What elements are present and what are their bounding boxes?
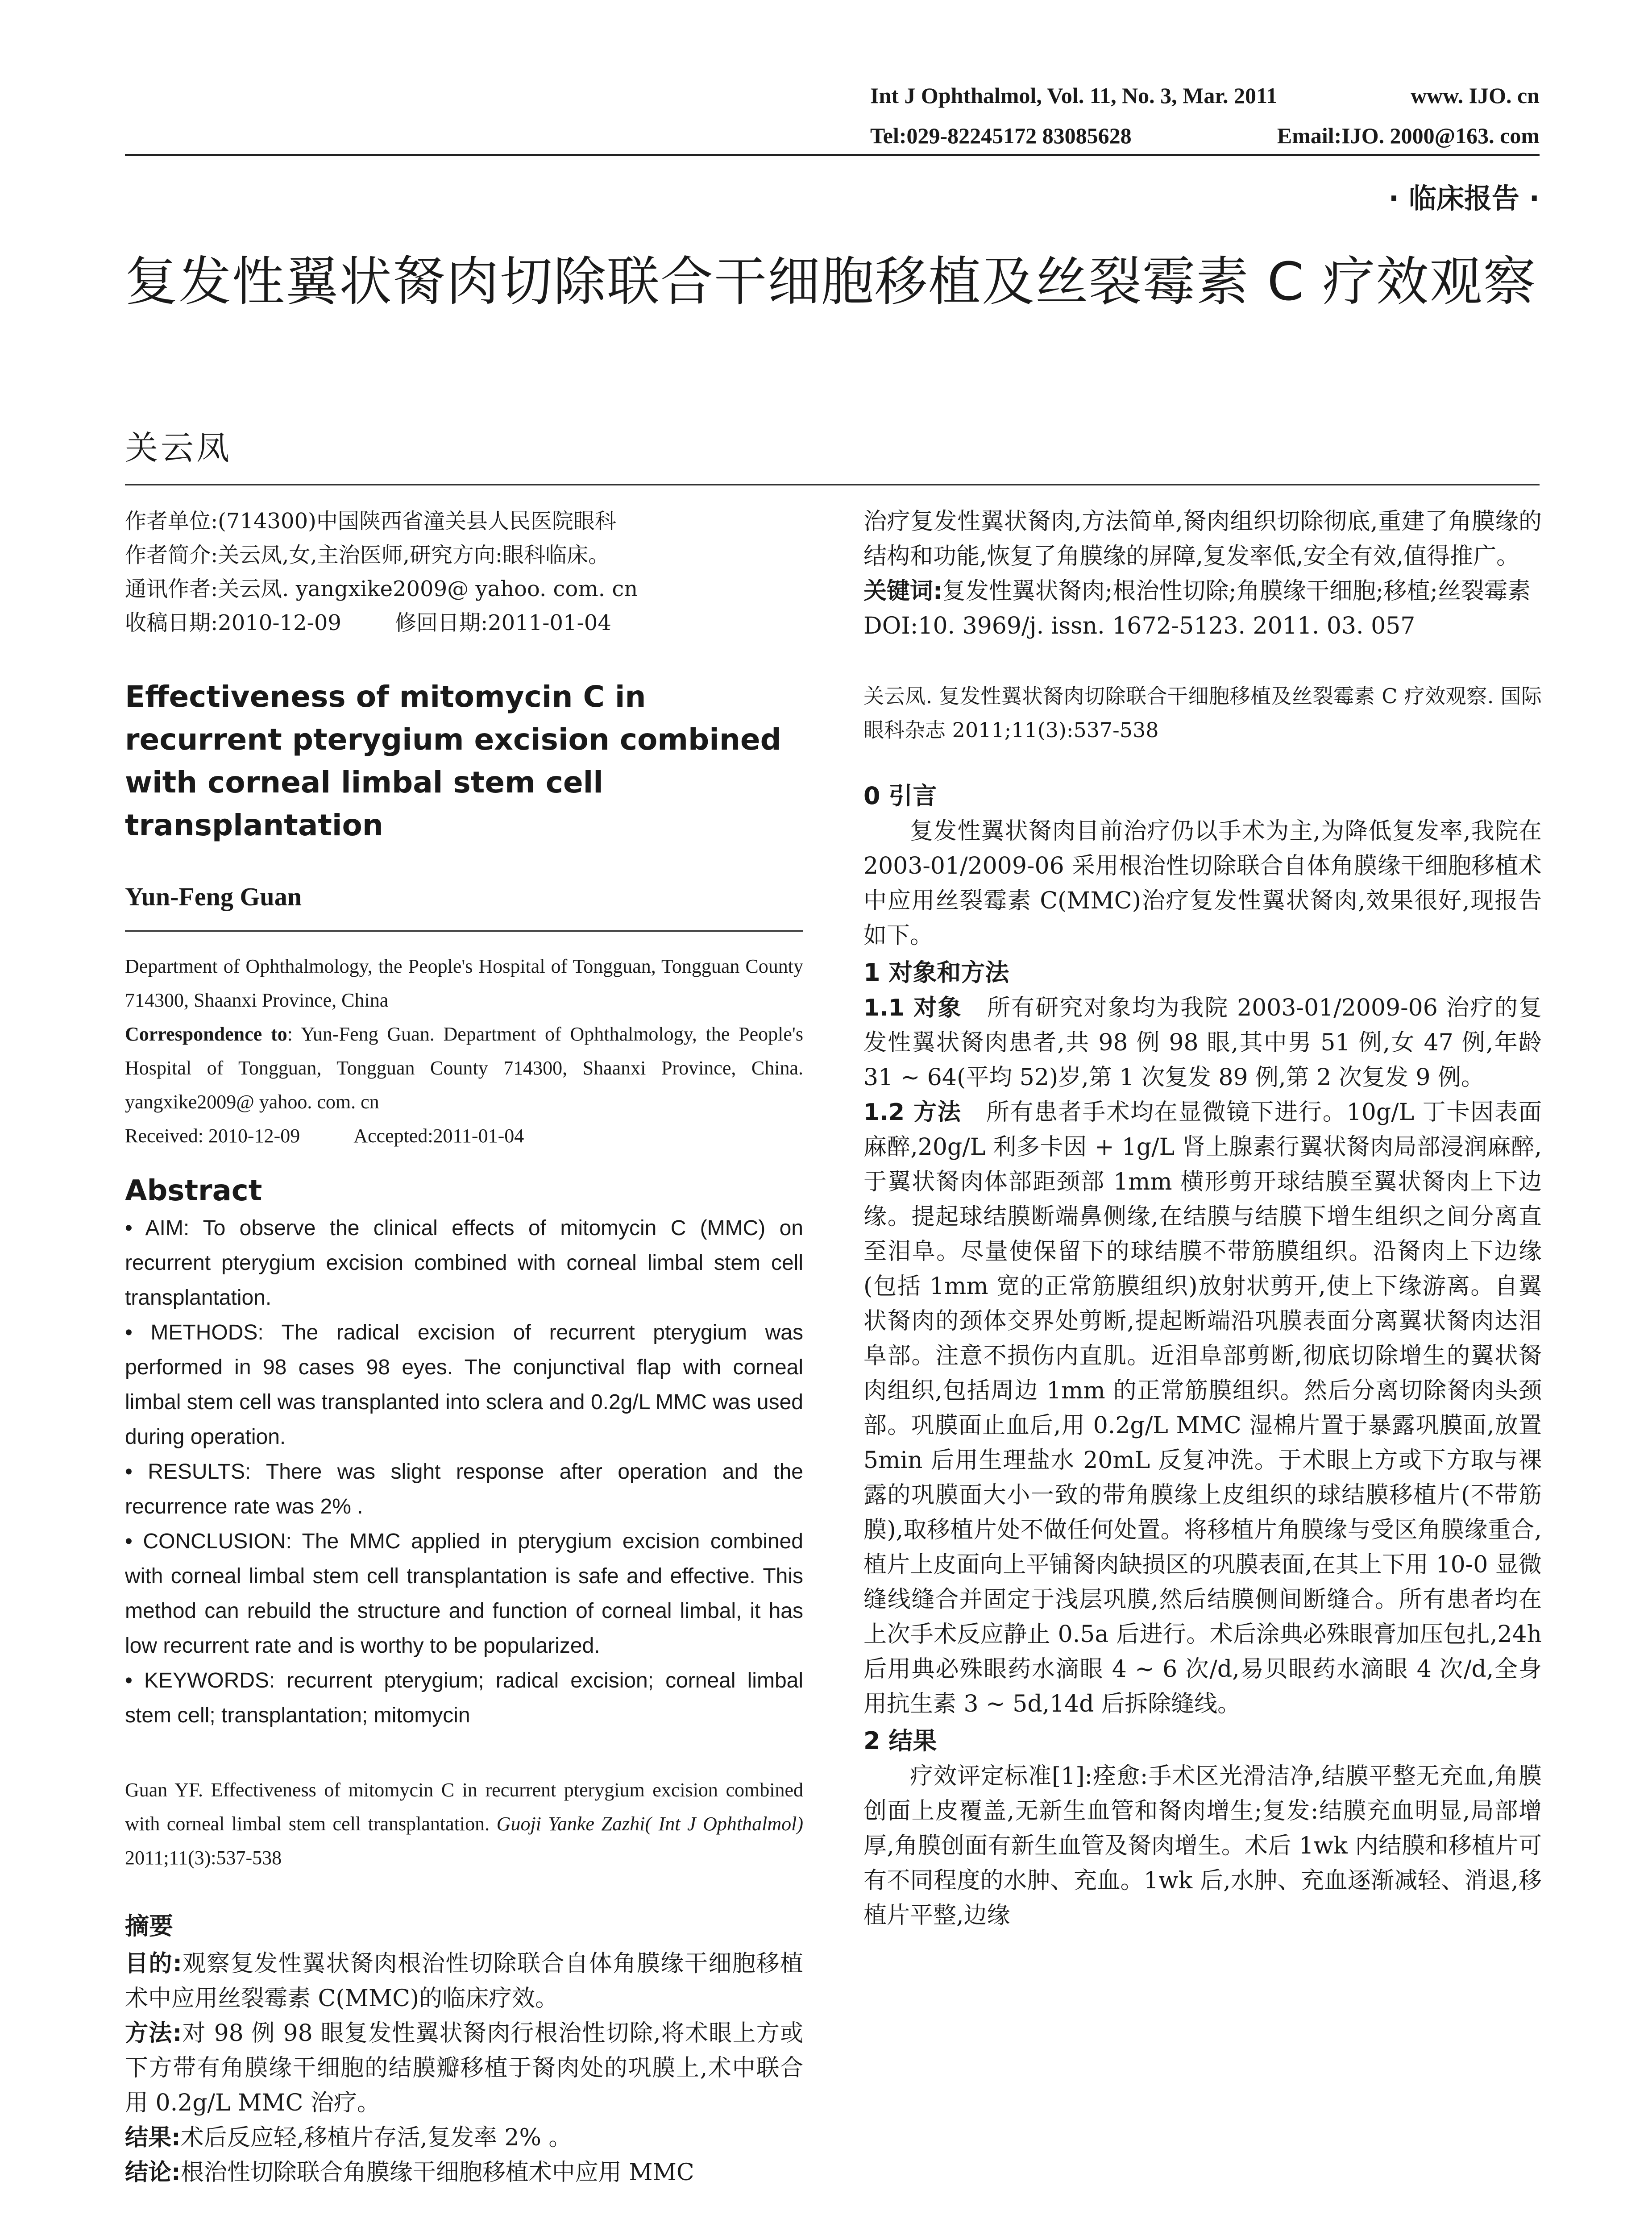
cn-abstract-methods — [125, 2016, 803, 2120]
author-bio: 作者简介:关云凤,女,主治医师,研究方向:眼科临床。 — [125, 543, 610, 568]
article-title-en: Effectiveness of mitomycin C in recurrent pterygium excision combined with corneal limbal stem cell transplantation — [125, 680, 781, 842]
cn-abstract-aim — [125, 1946, 803, 2016]
citation-cn: 关云凤. 复发性翼状胬肉切除联合干细胞移植及丝裂霉素 C 疗效观察. 国际眼科杂志 2011;11(3):537-538 — [863, 684, 1542, 742]
author-rule — [125, 930, 803, 932]
cn-text: 观察复发性翼状胬肉根治性切除联合自体角膜缘干细胞移植术中应用丝裂霉素 C(MMC)的临床疗效。 — [125, 1950, 803, 2012]
cn-label: 结果: — [125, 2124, 181, 2151]
abstract-aim: • AIM: To observe the clinical effects of mitomycin C (MMC) on recurrent pterygium excision combined with corneal limbal stem cell transplantation. — [125, 1216, 803, 1310]
section-1-2-text: 所有患者手术均在显微镜下进行。10g/L 丁卡因表面麻醉,20g/L 利多卡因 + 1g/L 肾上腺素行翼状胬肉局部浸润麻醉,于翼状胬肉体部距颈部 1mm 横形剪开球结膜至翼状胬肉上下边缘。提起球结膜断端鼻侧缘,在结膜与结膜下增生组织之间分离直至泪阜。尽量使保留下的球结膜不带筋膜组织。沿胬肉上下边缘(包括 1mm 宽的正常筋膜组织)放射状剪开,使上下缘游离。自翼状胬肉的颈体交界处剪断,提起断端沿巩膜表面分离翼状胬肉达泪阜部。注意不损伤内直肌。近泪阜部剪断,彻底切除增生的翼状胬肉组织,包括周边 1mm 的正常筋膜组织。然后分离切除胬肉头颈部。巩膜面止血后,用 0.2g/L MMC 湿棉片置于暴露巩膜面,放置 5min 后用生理盐水 20mL 反复冲洗。于术眼上方或下方取与裸露的巩膜面大小一致的带角膜缘上皮组织的球结膜移植片(不带筋膜),取移植片处不做任何处置。将移植片角膜缘与受区角膜缘重合,植片上皮面向上平铺胬肉缺损区的巩膜表面,在其上下用 10-0 显微缝线缝合并固定于浅层巩膜,然后结膜侧间断缝合。所有患者均在上次手术反应静止 0.5a 后进行。术后涂典必殊眼膏加压包扎,24h 后用典必殊眼药水滴眼 4 ~ 6 次/d,易贝眼药水滴眼 4 次/d,全身用抗生素 3 ~ 5d,14d 后拆除缝线。 — [863, 1099, 1542, 1717]
citation-en-journal: Guoji Yanke Zazhi( Int J Ophthalmol) — [496, 1813, 804, 1835]
correspondence-text: : Yun-Feng Guan. Department of Ophthalmology, the People's Hospital of Tongguan, Tongguan County 714300, Shaanxi Province, China. yangxike2009@ yahoo. com. cn — [125, 1023, 803, 1113]
author-name-en: Yun-Feng Guan — [125, 882, 302, 911]
dates-cn — [125, 606, 803, 640]
section-1-2 — [863, 1095, 1542, 1721]
section-1-1-text: 所有研究对象均为我院 2003-01/2009-06 治疗的复发性翼状胬肉患者,共 98 例 98 眼,其中男 51 例,女 47 例,年龄 31 ~ 64(平均 52)岁,第 1 次复发 89 例,第 2 次复发 9 例。 — [863, 995, 1542, 1091]
journal-citation: Int J Ophthalmol, Vol. 11, No. 3, Mar. 2011 — [870, 83, 1278, 108]
section-1-2-label: 1.2 方法 — [863, 1099, 962, 1126]
received-date: 收稿日期:2010-12-09 — [125, 610, 341, 635]
cn-text: 对 98 例 98 眼复发性翼状胬肉行根治性切除,将术眼上方或下方带有角膜缘干细胞的结膜瓣移植于胬肉处的巩膜上,术中联合用 0.2g/L MMC 治疗。 — [125, 2020, 804, 2116]
journal-header-line1 — [870, 83, 1540, 108]
section-0-text: 复发性翼状胬肉目前治疗仍以手术为主,为降低复发率,我院在 2003-01/2009-06 采用根治性切除联合自体角膜缘干细胞移植术中应用丝裂霉素 C(MMC)治疗复发性翼状胬肉,效果很好,现报告如下。 — [863, 818, 1542, 949]
abstract-methods: • METHODS: The radical excision of recurrent pterygium was performed in 98 cases 98 eyes. The conjunctival flap with corneal limbal stem cell was transplanted into sclera and 0.2g/L MMC was used during operation. — [125, 1321, 803, 1449]
title-rule — [125, 484, 1540, 485]
revised-date: 修回日期:2011-01-04 — [394, 610, 611, 635]
author-name-cn: 关云凤 — [125, 429, 232, 467]
section-1-heading: 1 对象和方法 — [863, 958, 1009, 987]
section-label: · 临床报告 · — [1388, 182, 1540, 215]
doi: DOI:10. 3969/j. issn. 1672-5123. 2011. 03. 057 — [863, 613, 1415, 639]
section-1-1-label: 1.1 对象 — [863, 995, 962, 1021]
cn-abstract-continuation: 治疗复发性翼状胬肉,方法简单,胬肉组织切除彻底,重建了角膜缘的结构和功能,恢复了角膜缘的屏障,复发率低,安全有效,值得推广。 — [863, 508, 1542, 570]
section-1-1 — [863, 991, 1542, 1095]
author-unit: 作者单位:(714300)中国陕西省潼关县人民医院眼科 — [125, 509, 616, 534]
citation-en-volume: 2011;11(3):537-538 — [125, 1847, 282, 1869]
journal-header-line2 — [870, 123, 1540, 149]
cn-label: 目的: — [125, 1950, 182, 1977]
journal-tel: Tel:029-82245172 83085628 — [870, 123, 1132, 148]
section-2-text: 疗效评定标准[1]:痊愈:手术区光滑洁净,结膜平整无充血,角膜创面上皮覆盖,无新生血管和胬肉增生;复发:结膜充血明显,局部增厚,角膜创面有新生血管及胬肉增生。术后 1wk 内结膜和移植片可有不同程度的水肿、充血。1wk 后,水肿、充血逐渐减轻、消退,移植片平整,边缘 — [863, 1763, 1542, 1929]
cn-abstract-heading: 摘要 — [125, 1912, 173, 1940]
left-column — [125, 504, 803, 2190]
accepted-en: Accepted:2011-01-04 — [353, 1125, 524, 1147]
journal-website: www. IJO. cn — [1411, 83, 1540, 108]
section-0-heading: 0 引言 — [863, 782, 937, 810]
header-rule — [125, 154, 1540, 156]
citation-en-text: Guan YF. Effectiveness of mitomycin C in recurrent pterygium excision combined with corneal limbal stem cell transplantation. — [125, 1779, 803, 1835]
cn-abstract-conclusion — [125, 2155, 803, 2190]
affiliation-en: Department of Ophthalmology, the People's Hospital of Tongguan, Tongguan County 714300, Shaanxi Province, China — [125, 955, 803, 1011]
cn-abstract-results — [125, 2120, 803, 2155]
cn-label: 方法: — [125, 2020, 182, 2047]
keywords-cn — [863, 574, 1542, 609]
cn-text: 根治性切除联合角膜缘干细胞移植术中应用 MMC — [180, 2159, 694, 2186]
corresponding-author: 通讯作者:关云凤. yangxike2009@ yahoo. com. cn — [125, 576, 638, 601]
abstract-keywords: • KEYWORDS: recurrent pterygium; radical excision; corneal limbal stem cell; transplantation; mitomycin — [125, 1669, 803, 1727]
article-title-cn: 复发性翼状胬肉切除联合干细胞移植及丝裂霉素 C 疗效观察 — [125, 251, 1537, 312]
cn-text: 术后反应轻,移植片存活,复发率 2% 。 — [180, 2124, 572, 2151]
keywords-text: 复发性翼状胬肉;根治性切除;角膜缘干细胞;移植;丝裂霉素 — [942, 578, 1531, 605]
journal-email: Email:IJO. 2000@163. com — [1277, 123, 1540, 148]
cn-label: 结论: — [125, 2159, 181, 2186]
abstract-conclusion: • CONCLUSION: The MMC applied in pterygium excision combined with corneal limbal stem cell transplantation is safe and effective. This method can rebuild the structure and function of corneal limbal, it has low recurrent rate and is worthy to be popularized. — [125, 1530, 803, 1658]
abstract-results: • RESULTS: There was slight response after operation and the recurrence rate was 2% . — [125, 1460, 803, 1518]
citation-en — [125, 1773, 803, 1875]
right-column — [863, 504, 1542, 1933]
dates-en — [125, 1119, 803, 1153]
section-2-heading: 2 结果 — [863, 1727, 937, 1755]
correspondence-label: Correspondence to — [125, 1023, 287, 1045]
abstract-heading: Abstract — [125, 1174, 262, 1207]
keywords-label: 关键词: — [863, 578, 942, 605]
correspondence-en — [125, 1017, 803, 1119]
received-en: Received: 2010-12-09 — [125, 1125, 300, 1147]
